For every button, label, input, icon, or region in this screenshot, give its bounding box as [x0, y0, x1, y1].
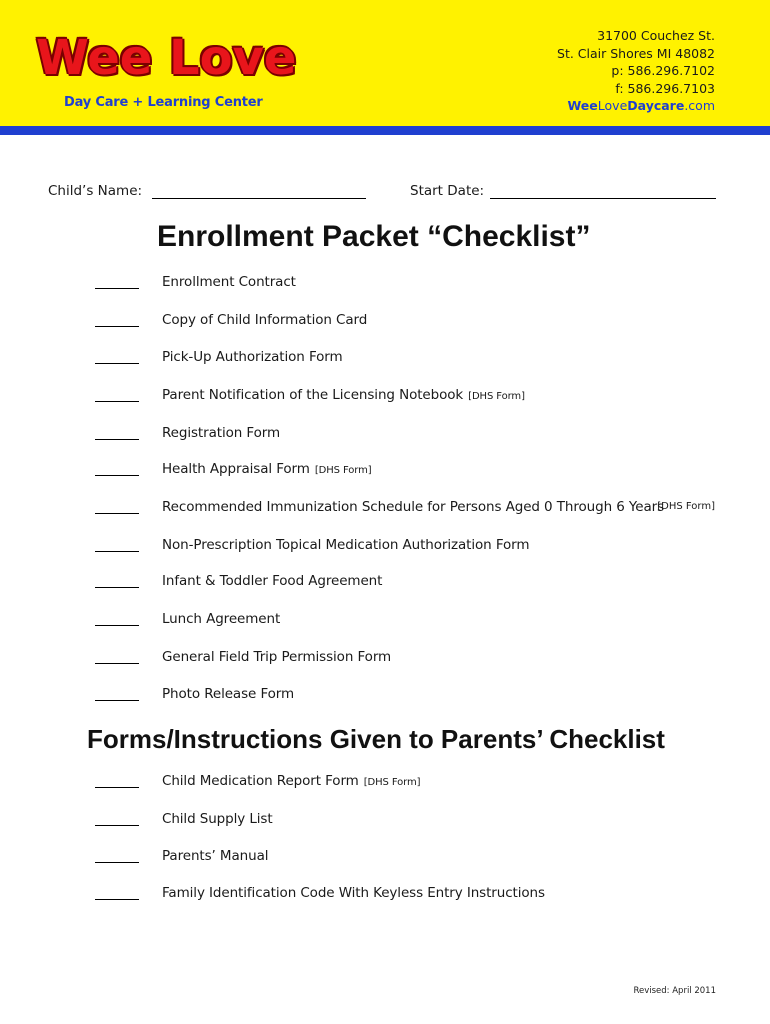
checklist-item — [0, 274, 770, 296]
checkbox-blank[interactable] — [95, 899, 139, 900]
checklist-item — [0, 387, 770, 409]
child-name-label: Child’s Name: — [48, 183, 143, 199]
checklist-item — [0, 461, 770, 483]
checklist-item-label — [162, 848, 268, 864]
letterhead — [0, 0, 770, 126]
checklist-item-label — [162, 573, 382, 589]
checkbox-blank[interactable] — [95, 700, 139, 701]
start-date-blank[interactable] — [490, 185, 716, 199]
checkbox-blank[interactable] — [95, 663, 139, 664]
website-part3: Daycare — [627, 98, 685, 113]
checkbox-blank[interactable] — [95, 326, 139, 327]
checkbox-blank[interactable] — [95, 513, 139, 514]
checklist-item — [0, 499, 770, 521]
checklist-item — [0, 611, 770, 633]
start-date-field[interactable] — [410, 183, 716, 199]
address-city: St. Clair Shores MI 48082 — [557, 45, 715, 61]
checklist-item-text: Registration Form — [162, 425, 281, 441]
checkbox-blank[interactable] — [95, 475, 139, 476]
checklist-item — [0, 349, 770, 371]
checklist-item — [0, 573, 770, 595]
checkbox-blank[interactable] — [95, 787, 139, 788]
checkbox-blank[interactable] — [95, 439, 139, 440]
address-street: 31700 Couchez St. — [597, 28, 715, 43]
website-part4: .com — [684, 98, 715, 113]
child-info-fields — [48, 183, 728, 205]
dhs-form-note: [DHS Form] — [657, 501, 715, 512]
checklist-item-text: Enrollment Contract — [162, 274, 296, 290]
checkbox-blank[interactable] — [95, 363, 139, 364]
checklist-item — [0, 811, 770, 833]
checklist-item-label — [162, 611, 280, 627]
child-name-blank[interactable] — [152, 185, 366, 199]
checklist-item — [0, 885, 770, 907]
fax-number: f: 586.296.7103 — [615, 80, 715, 96]
checklist-item-text: Parent Notification of the Licensing Notebook — [162, 387, 464, 403]
checkbox-blank[interactable] — [95, 825, 139, 826]
checklist-item-label — [162, 274, 296, 290]
checklist-item-label — [162, 649, 391, 665]
checklist-item — [0, 686, 770, 708]
checklist-item-text: Parents’ Manual — [162, 848, 269, 864]
header-divider-bar — [0, 126, 770, 135]
checklist-item-text: Recommended Immunization Schedule for Persons Aged 0 Through 6 Years — [162, 499, 665, 515]
website-part1: Wee — [567, 98, 598, 113]
checklist-item-text: Copy of Child Information Card — [162, 312, 368, 328]
checklist-item-text: Family Identification Code With Keyless Entry Instructions — [162, 885, 545, 901]
checklist-item-label — [162, 773, 420, 789]
checklist-item — [0, 773, 770, 795]
checklist-item-label — [162, 537, 529, 553]
checklist-item-text: Pick-Up Authorization Form — [162, 349, 343, 365]
phone-number: p: 586.296.7102 — [611, 63, 715, 78]
contact-address — [557, 27, 715, 115]
logo-title: Wee Love — [36, 30, 297, 86]
checklist-item-text: Child Medication Report Form — [162, 773, 359, 789]
checklist-item-label — [162, 811, 273, 827]
checklist-item — [0, 312, 770, 334]
checklist-item-label — [162, 686, 294, 702]
revision-date: Revised: April 2011 — [633, 986, 716, 996]
child-name-field[interactable] — [48, 183, 366, 199]
checkbox-blank[interactable] — [95, 288, 139, 289]
checkbox-blank[interactable] — [95, 401, 139, 402]
enrollment-checklist-title: Enrollment Packet “Checklist” — [157, 220, 591, 253]
checklist-item-text: Infant & Toddler Food Agreement — [162, 573, 383, 589]
checklist-item — [0, 848, 770, 870]
checkbox-blank[interactable] — [95, 587, 139, 588]
checklist-item-label — [162, 885, 545, 901]
checklist-item — [0, 537, 770, 559]
dhs-form-note: [DHS Form] — [314, 465, 372, 476]
dhs-form-note: [DHS Form] — [363, 777, 421, 788]
checklist-item — [0, 425, 770, 447]
checklist-item-text: Lunch Agreement — [162, 611, 281, 627]
website-part2: Love — [597, 98, 628, 113]
checklist-item-label — [162, 312, 367, 328]
checklist-item-label — [162, 349, 343, 365]
checkbox-blank[interactable] — [95, 625, 139, 626]
start-date-label: Start Date: — [410, 183, 485, 199]
logo-subtitle: Day Care + Learning Center — [64, 95, 263, 110]
website-link[interactable] — [557, 97, 715, 115]
checklist-item — [0, 649, 770, 671]
checklist-item-label — [162, 387, 525, 403]
dhs-form-note: [DHS Form] — [468, 391, 525, 402]
checklist-item-text: Photo Release Form — [162, 686, 295, 702]
checklist-item-text: Non-Prescription Topical Medication Authorization Form — [162, 537, 530, 553]
checklist-item-label — [162, 425, 280, 441]
checklist-item-text: General Field Trip Permission Form — [162, 649, 392, 665]
checkbox-blank[interactable] — [95, 551, 139, 552]
checkbox-blank[interactable] — [95, 862, 139, 863]
parents-checklist-title: Forms/Instructions Given to Parents’ Checklist — [87, 724, 665, 754]
checklist-item-label — [162, 499, 664, 515]
checklist-item-label — [162, 461, 372, 477]
checklist-item-text: Health Appraisal Form — [162, 461, 310, 477]
checklist-item-text: Child Supply List — [162, 811, 273, 827]
